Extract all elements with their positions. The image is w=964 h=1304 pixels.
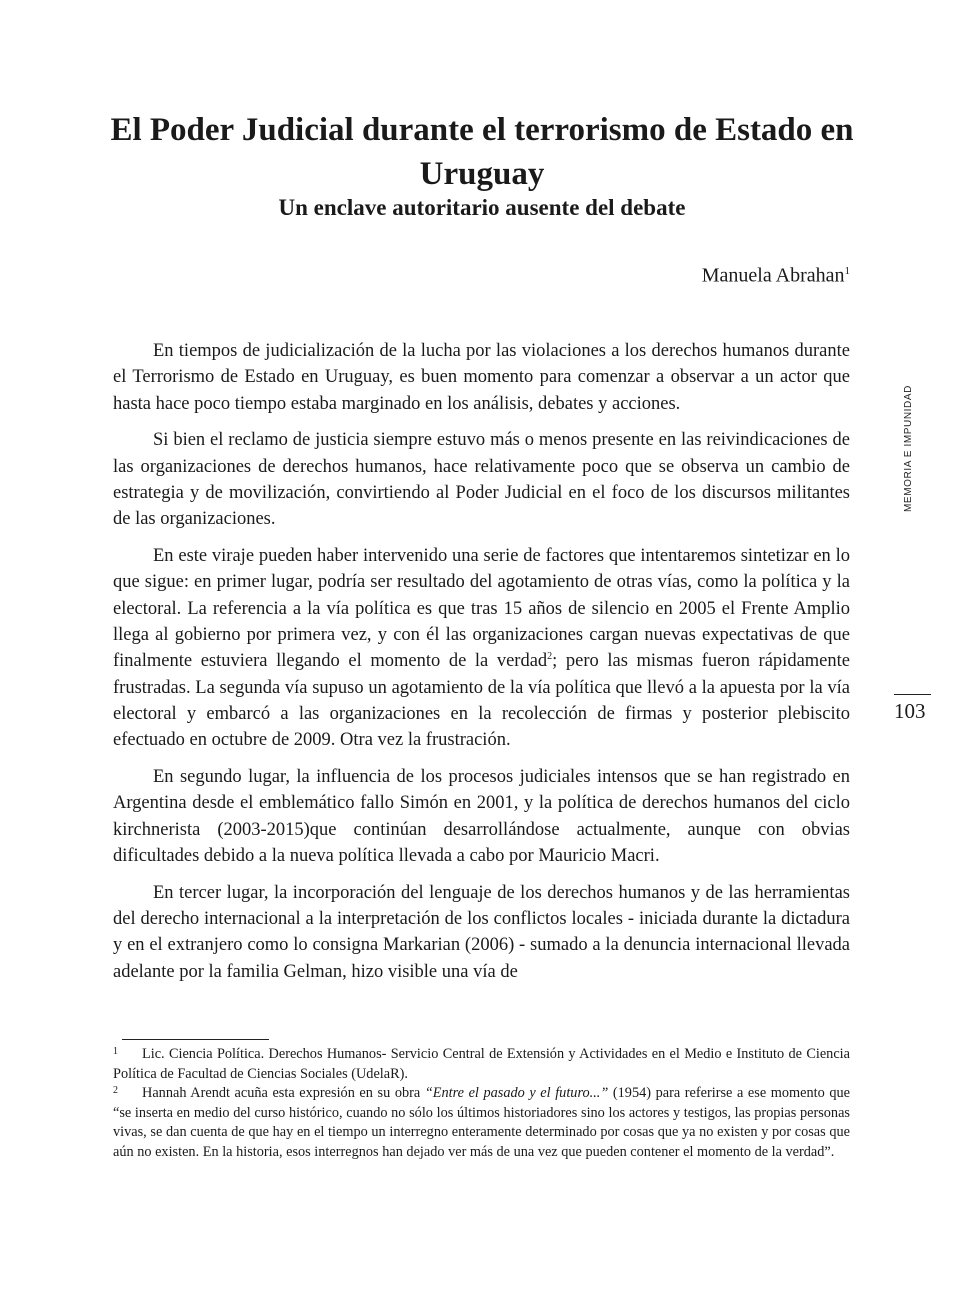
article-subtitle: Un enclave autoritario ausente del debate xyxy=(278,195,686,220)
footnote-2-text xyxy=(113,1084,850,1162)
footnote-1 xyxy=(113,1045,850,1084)
author-footnote-ref: 1 xyxy=(844,265,850,277)
footnote-1-text: Lic. Ciencia Política. Derechos Humanos- Servicio Central de Extensión y Actividades en el Medio e Instituto de Ciencia Política de Facultad de Ciencias Sociales (UdelaR). xyxy=(113,1046,850,1082)
page-number: 103 xyxy=(894,699,926,723)
paragraph-5: En tercer lugar, la incorporación del lenguaje de los derechos humanos y de las herramientas del derecho internacional a la interpretación de los conflictos locales - iniciada durante la dictadura y en el extranjero como lo consigna Markarian (2006) - sumado a la denuncia internacional llevada adelante por la familia Gelman, hizo visible una vía de xyxy=(113,882,850,982)
running-head: MEMORIA E IMPUNIDAD xyxy=(903,385,914,512)
footnote-ref-2: 2 xyxy=(547,651,553,663)
paragraph-2: Si bien el reclamo de justicia siempre estuvo más o menos presente en las reivindicaciones de las organizaciones de derechos humanos, hace relativamente poco que se observa un cambio de estrategia y de movilización, convirtiendo al Poder Judicial en el foco de los discursos militantes de las organizaciones. xyxy=(113,430,850,530)
article-body xyxy=(113,338,850,995)
footnote-1-number: 1 xyxy=(113,1046,118,1057)
paragraph-3-text-b: ; pero las mismas fueron rápidamente frustradas. La segunda vía supuso un agotamiento de la vía política que llevó a la apuesta por la vía electoral y embarcó a las organizaciones en la recolección de firmas y posterior plebiscito efectuado en octubre de 2009. Otra vez la frustración. xyxy=(113,651,850,751)
footnote-2-number: 2 xyxy=(113,1085,118,1096)
paragraph-3 xyxy=(113,543,850,753)
author-line xyxy=(702,257,850,290)
footnote-separator xyxy=(122,1039,269,1040)
article-title: El Poder Judicial durante el terrorismo de Estado en Uruguay xyxy=(110,112,854,192)
paragraph-1: En tiempos de judicialización de la lucha por las violaciones a los derechos humanos durante el Terrorismo de Estado en Uruguay, es buen momento para comenzar a observar a un actor que hasta hace poco tiempo estaba marginado en los análisis, debates y acciones. xyxy=(113,341,850,414)
footnotes xyxy=(113,1045,850,1162)
author-name: Manuela Abrahan xyxy=(701,264,845,287)
paragraph-3-text-a: En este viraje pueden haber intervenido una serie de factores que intentaremos sintetizar en lo que sigue: en primer lugar, podría ser resultado del agotamiento de otras vías, como la política y la electoral. La referencia a la vía política es que tras 15 años de silencio en 2005 el Frente Amplio llega al gobierno por primera vez, y con él las organizaciones cargan nuevas expectativas de que finalmente estuviera llegando el momento de la verdad xyxy=(113,546,850,672)
page-number-rule xyxy=(894,694,931,695)
paragraph-4: En segundo lugar, la influencia de los procesos judiciales intensos que se han registrado en Argentina desde el emblemático fallo Simón en 2001, y la política de derechos humanos del ciclo kirchnerista (2003-2015)que continúan desarrollándose actualmente, aunque con obvias dificultades debido a la nueva política llevada a cabo por Mauricio Macri. xyxy=(113,766,850,866)
footnote-2-text-before: Hannah Arendt acuña esta expresión en su obra xyxy=(142,1085,425,1101)
footnote-2 xyxy=(113,1084,850,1162)
footnote-2-text-after: (1954) para referirse a ese momento que “se inserta en medio del curso histórico, cuando no sólo los últimos historiadores sino los actores y testigos, las propias personas vivas, se dan cuenta de que hay en el tiempo un interregno enteramente determinado por cosas que ya no existen y por cosas que aún no existen. En la historia, esos interregnos han dejado ver más de una vez que pueden contener el momento de la verdad”. xyxy=(113,1085,850,1160)
footnote-2-work-title: “Entre el pasado y el futuro...” xyxy=(424,1085,609,1101)
